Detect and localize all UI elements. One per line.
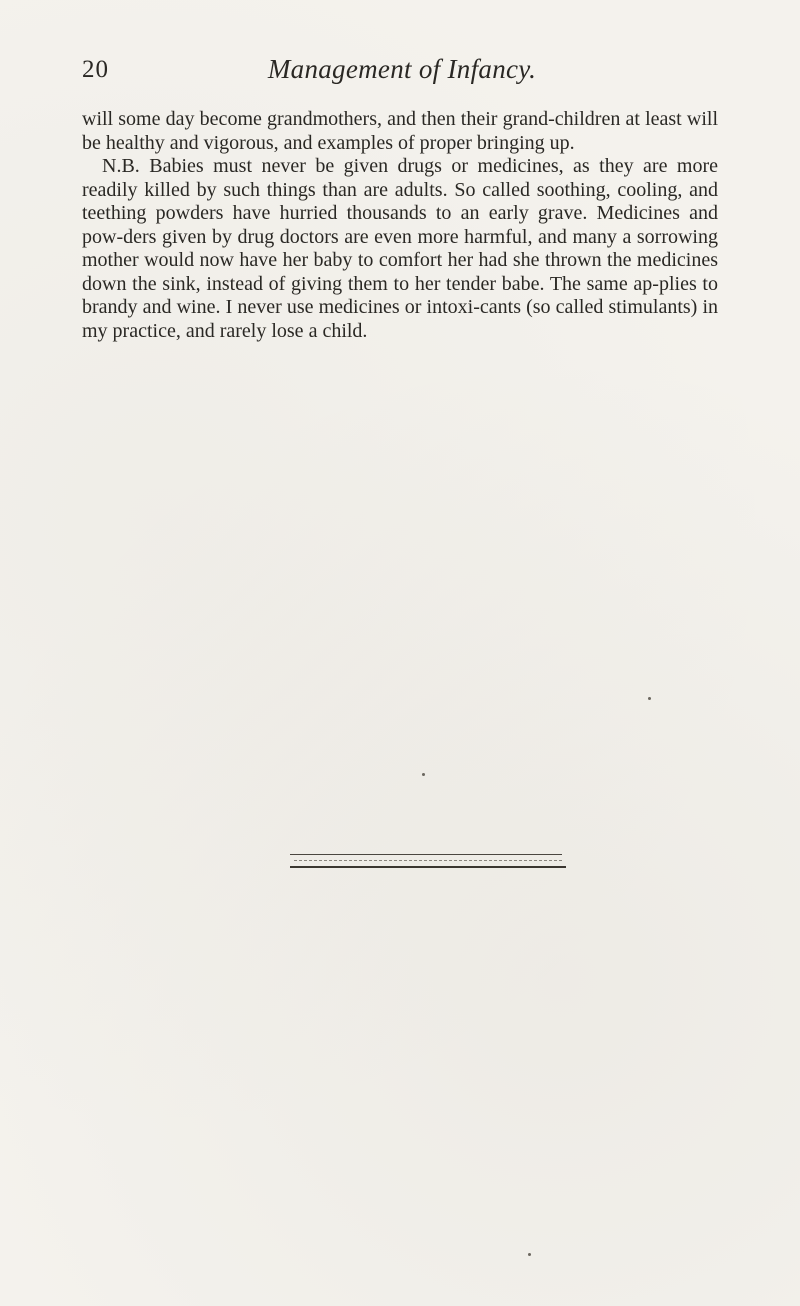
running-head (82, 50, 722, 90)
body-text (82, 108, 718, 343)
rule-line-top (290, 854, 562, 855)
page-number: 20 (82, 56, 109, 83)
rule-line-bottom (290, 866, 566, 868)
paper-speck (648, 697, 651, 700)
section-end-rule (290, 853, 566, 873)
paper-speck (528, 1253, 531, 1256)
rule-line-middle (294, 860, 562, 861)
paragraph: N.B. Babies must never be given drugs or medicines, as they are more readily killed by such things than are adults. So called soothing, cooling, and teething powders have hurried thousands to an early grave. Medicines and pow-ders given by drug doctors are even more harmful, and many a sorrowing mother would now have her baby to comfort her had she thrown the medicines down the sink, instead of giving them to her tender babe. The same ap-plies to brandy and wine. I never use medicines or intoxi-cants (so called stimulants) in my practice, and rarely lose a child. (82, 155, 718, 342)
paper-speck (422, 773, 425, 776)
running-title: Management of Infancy. (267, 54, 537, 84)
paragraph: will some day become grandmothers, and then their grand-children at least will be healthy and vigorous, and examples of proper bringing up. (82, 108, 718, 154)
